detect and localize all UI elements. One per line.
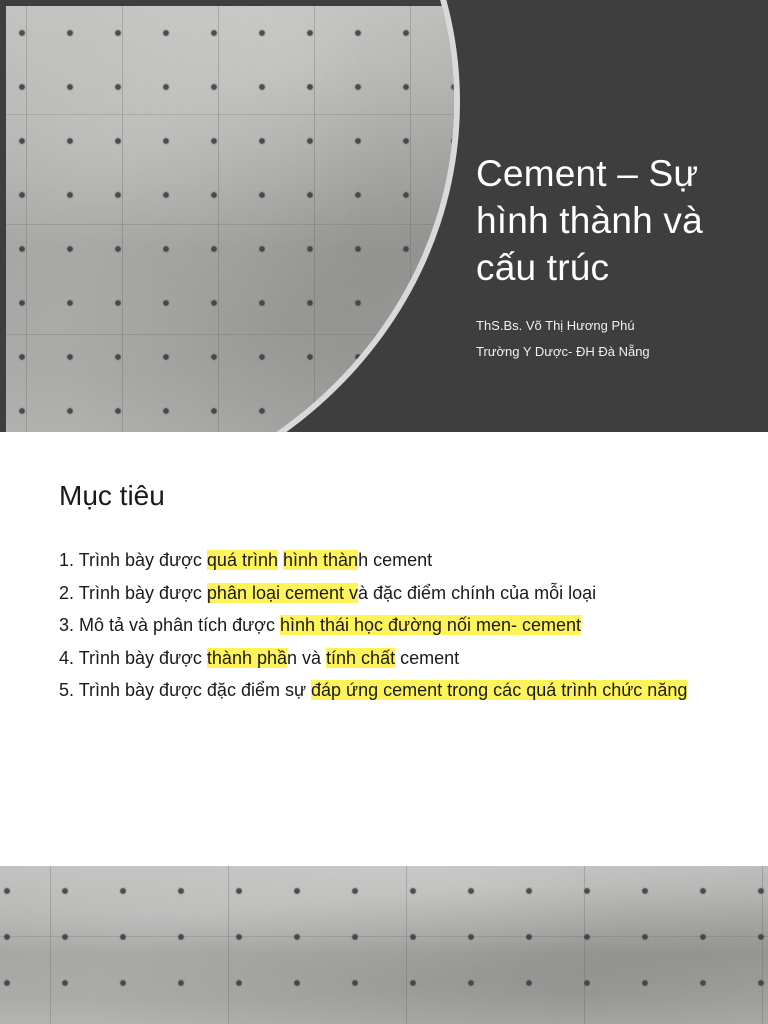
title-line: Cement – Sự <box>476 153 699 194</box>
title-line: hình thành và <box>476 200 703 241</box>
affiliation: Trường Y Dược- ĐH Đà Nẵng <box>476 344 650 359</box>
highlighted-text: quá trình <box>206 550 278 570</box>
objective-text: n và <box>287 647 327 668</box>
objective-text: h cement <box>358 550 433 570</box>
objective-item <box>59 548 699 572</box>
title-block <box>476 150 746 365</box>
objective-text: 5. Trình bày được đặc điểm sự <box>59 680 312 700</box>
highlighted-text: phân loại cement v <box>206 582 359 603</box>
next-slide-preview <box>0 866 768 1024</box>
objective-text: 3. Mô tả và phân tích được <box>59 615 280 635</box>
highlighted-text: hình thàn <box>283 550 359 570</box>
objective-text: à đặc điểm chính của mỗi loại <box>358 582 597 603</box>
objective-item <box>59 581 699 605</box>
concrete-tie-holes <box>0 866 768 1024</box>
slide-title <box>476 150 746 291</box>
highlighted-text: đáp ứng cement trong các quá trình chức năng <box>311 680 688 700</box>
highlighted-text: hình thái học đường nối men- cement <box>279 615 581 635</box>
highlighted-text: tính chất <box>326 647 396 668</box>
objectives-slide <box>0 432 768 864</box>
concrete-tie-holes <box>6 6 460 432</box>
objective-item <box>59 678 699 702</box>
author-name: ThS.Bs. Võ Thị Hương Phú <box>476 318 635 333</box>
objective-item <box>59 613 699 637</box>
objective-text: 4. Trình bày được <box>59 647 207 668</box>
objectives-heading: Mục tiêu <box>59 480 165 511</box>
concrete-texture <box>6 6 460 432</box>
title-line: cấu trúc <box>476 247 610 288</box>
objective-text: 1. Trình bày được <box>59 550 207 570</box>
objective-text: cement <box>395 647 460 668</box>
objectives-list <box>59 548 699 711</box>
highlighted-text: thành phầ <box>206 647 287 668</box>
objective-text: 2. Trình bày được <box>59 582 207 603</box>
objective-item <box>59 646 699 670</box>
concrete-wall-image <box>0 0 460 432</box>
title-slide <box>0 0 768 432</box>
